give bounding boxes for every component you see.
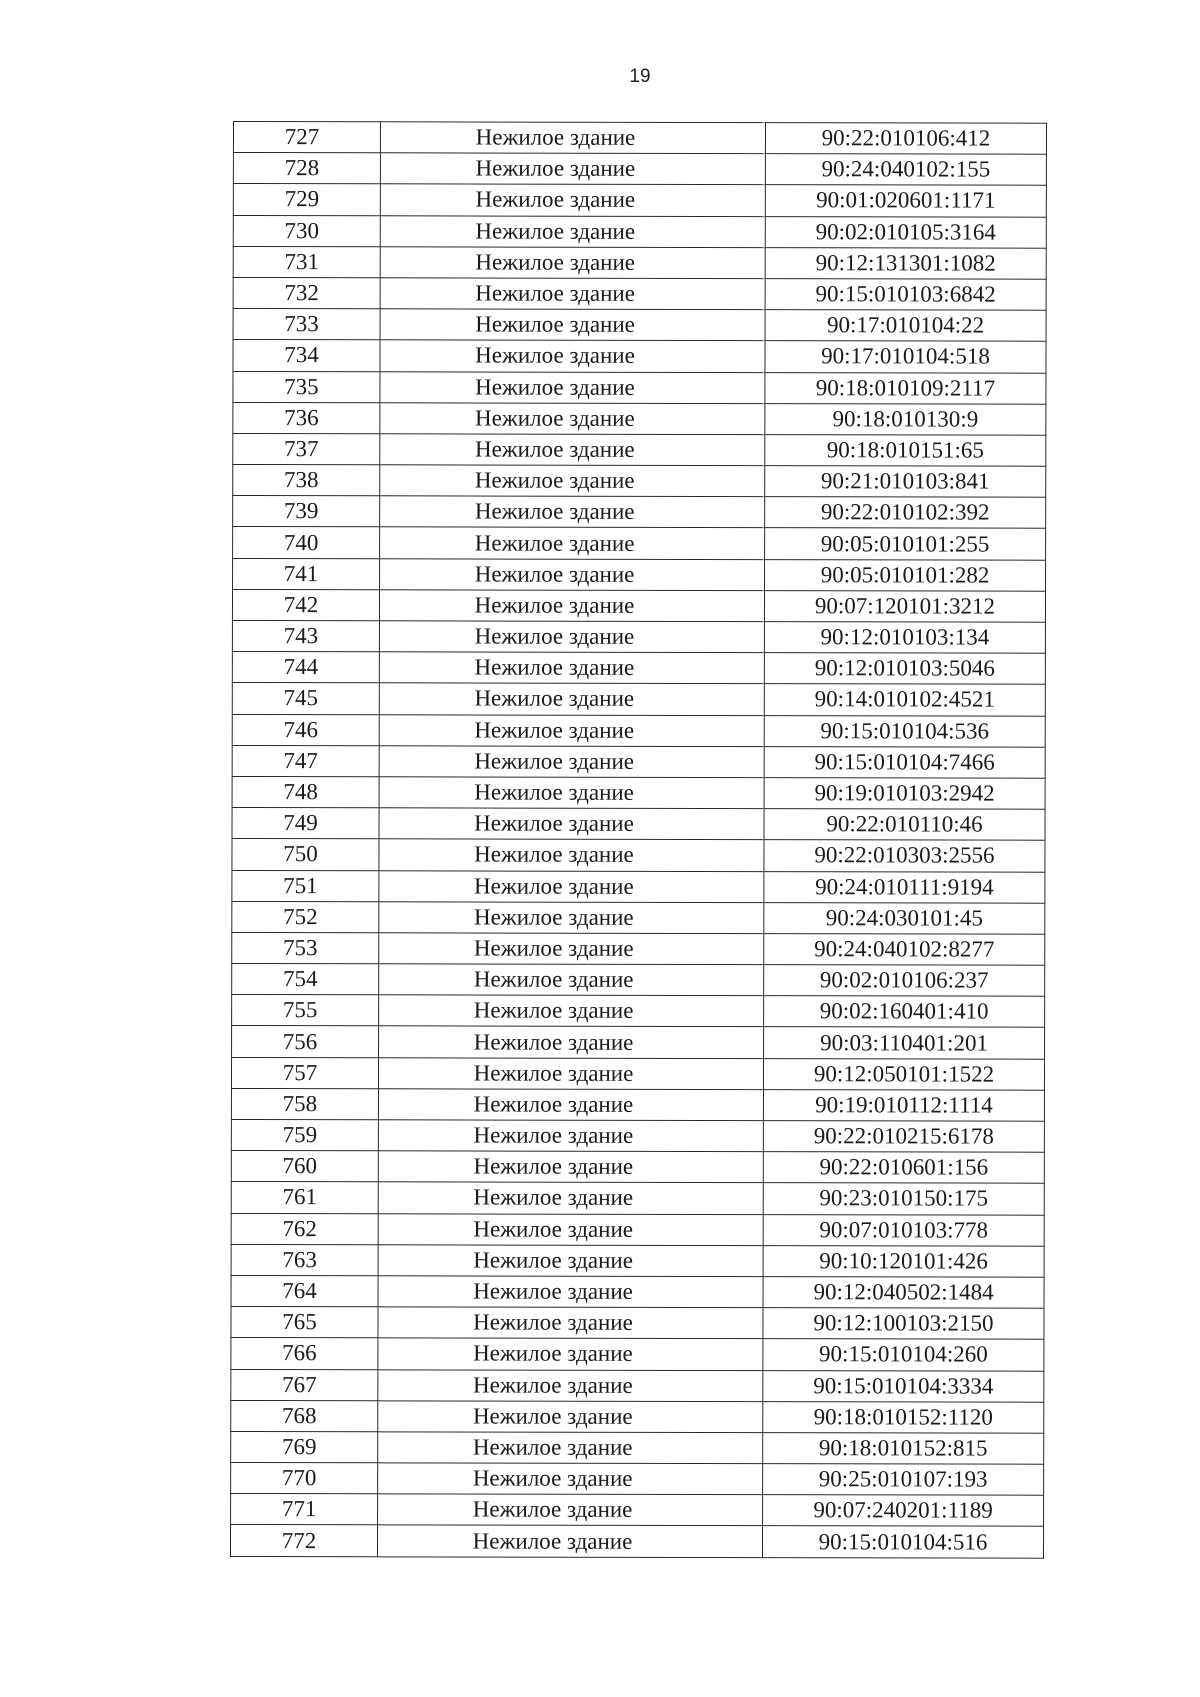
row-number-cell: 769 (231, 1431, 378, 1462)
cadastral-number-cell: 90:22:010110:46 (764, 809, 1045, 841)
row-number-cell: 771 (231, 1494, 378, 1525)
cadastral-number-cell: 90:15:010103:6842 (765, 279, 1046, 311)
registry-table (230, 121, 1047, 1558)
row-number-cell: 750 (232, 839, 379, 870)
cadastral-number-cell: 90:15:010104:260 (763, 1339, 1044, 1371)
object-type-cell: Нежилое здание (379, 746, 764, 778)
cadastral-number-cell: 90:03:110401:201 (764, 1027, 1045, 1059)
row-number-cell: 755 (232, 995, 379, 1026)
row-number-cell: 756 (232, 1026, 379, 1057)
cadastral-number-cell: 90:24:040102:155 (765, 154, 1046, 186)
table-row (233, 465, 1046, 498)
table-row (232, 901, 1045, 934)
table-row (231, 1088, 1044, 1121)
cadastral-number-cell: 90:24:010111:9194 (764, 871, 1045, 903)
row-number-cell: 741 (233, 558, 380, 589)
object-type-cell: Нежилое здание (378, 1057, 763, 1089)
object-type-cell: Нежилое здание (379, 995, 764, 1027)
cadastral-number-cell: 90:18:010109:2117 (765, 372, 1046, 404)
cadastral-number-cell: 90:05:010101:255 (765, 528, 1046, 560)
table-row (233, 122, 1046, 155)
object-type-cell: Нежилое здание (380, 527, 765, 559)
object-type-cell: Нежилое здание (380, 122, 765, 154)
cadastral-number-cell: 90:10:120101:426 (763, 1245, 1044, 1277)
object-type-cell: Нежилое здание (379, 808, 764, 840)
cadastral-number-cell: 90:21:010103:841 (765, 466, 1046, 498)
cadastral-number-cell: 90:22:010601:156 (763, 1152, 1044, 1184)
row-number-cell: 749 (232, 808, 379, 839)
row-number-cell: 740 (233, 527, 380, 558)
object-type-cell: Нежилое здание (378, 1089, 763, 1121)
cadastral-number-cell: 90:23:010150:175 (763, 1183, 1044, 1215)
table-row (232, 776, 1045, 809)
object-type-cell: Нежилое здание (378, 1182, 763, 1214)
cadastral-number-cell: 90:12:010103:5046 (764, 653, 1045, 685)
row-number-cell: 734 (233, 340, 380, 371)
row-number-cell: 735 (233, 371, 380, 402)
object-type-cell: Нежилое здание (378, 1369, 763, 1401)
row-number-cell: 757 (231, 1057, 378, 1088)
cadastral-number-cell: 90:19:010112:1114 (763, 1089, 1044, 1121)
cadastral-number-cell: 90:12:100103:2150 (763, 1308, 1044, 1340)
table-row (233, 153, 1046, 186)
row-number-cell: 746 (232, 714, 379, 745)
cadastral-number-cell: 90:19:010103:2942 (764, 778, 1045, 810)
table-row (231, 1307, 1044, 1340)
table-row (232, 683, 1045, 716)
cadastral-number-cell: 90:15:010104:7466 (764, 746, 1045, 778)
row-number-cell: 751 (232, 870, 379, 901)
table-row (232, 1026, 1045, 1059)
object-type-cell: Нежилое здание (378, 1151, 763, 1183)
table-row (232, 808, 1045, 841)
object-type-cell: Нежилое здание (378, 1432, 763, 1464)
row-number-cell: 762 (231, 1213, 378, 1244)
object-type-cell: Нежилое здание (380, 309, 765, 341)
row-number-cell: 727 (233, 122, 380, 153)
table-row (231, 1275, 1044, 1308)
cadastral-number-cell: 90:22:010303:2556 (764, 840, 1045, 872)
cadastral-number-cell: 90:05:010101:282 (765, 559, 1046, 591)
row-number-cell: 736 (233, 402, 380, 433)
table-row (231, 1244, 1044, 1277)
cadastral-number-cell: 90:18:010130:9 (765, 403, 1046, 435)
cadastral-number-cell: 90:18:010152:815 (763, 1432, 1044, 1464)
table-row (232, 620, 1045, 653)
object-type-cell: Нежилое здание (380, 247, 765, 279)
cadastral-number-cell: 90:22:010215:6178 (763, 1121, 1044, 1153)
cadastral-number-cell: 90:15:010104:516 (762, 1526, 1043, 1558)
object-type-cell: Нежилое здание (379, 933, 764, 965)
object-type-cell: Нежилое здание (379, 777, 764, 809)
table-row (233, 496, 1046, 529)
cadastral-number-cell: 90:02:010105:3164 (765, 216, 1046, 248)
table-row (233, 309, 1046, 342)
row-number-cell: 728 (233, 153, 380, 184)
cadastral-number-cell: 90:12:010103:134 (764, 622, 1045, 654)
object-type-cell: Нежилое здание (380, 278, 765, 310)
table-row (233, 371, 1046, 404)
table-row (231, 1119, 1044, 1152)
cadastral-number-cell: 90:12:131301:1082 (765, 247, 1046, 279)
object-type-cell: Нежилое здание (378, 1338, 763, 1370)
table-row (233, 184, 1046, 217)
object-type-cell: Нежилое здание (380, 153, 765, 185)
table-row (232, 839, 1045, 872)
page-number: 19 (629, 66, 651, 87)
row-number-cell: 758 (231, 1088, 378, 1119)
object-type-cell: Нежилое здание (380, 465, 765, 497)
table-row (231, 1400, 1044, 1433)
table-row (232, 589, 1045, 622)
table-row (233, 246, 1046, 279)
row-number-cell: 763 (231, 1244, 378, 1275)
object-type-cell: Нежилое здание (378, 1307, 763, 1339)
row-number-cell: 730 (233, 215, 380, 246)
table-row (231, 1213, 1044, 1246)
row-number-cell: 766 (231, 1338, 378, 1369)
cadastral-number-cell: 90:24:040102:8277 (764, 933, 1045, 965)
cadastral-number-cell: 90:14:010102:4521 (764, 684, 1045, 716)
table-row (232, 714, 1045, 747)
cadastral-number-cell: 90:07:010103:778 (763, 1214, 1044, 1246)
cadastral-number-cell: 90:07:240201:1189 (763, 1495, 1044, 1527)
table-row (232, 995, 1045, 1028)
row-number-cell: 743 (232, 620, 379, 651)
object-type-cell: Нежилое здание (379, 839, 764, 871)
table-row (231, 1182, 1044, 1215)
cadastral-number-cell: 90:22:010106:412 (765, 123, 1046, 155)
object-type-cell: Нежилое здание (379, 621, 764, 653)
row-number-cell: 760 (231, 1151, 378, 1182)
object-type-cell: Нежилое здание (378, 1276, 763, 1308)
cadastral-number-cell: 90:07:120101:3212 (764, 590, 1045, 622)
table-row (231, 1463, 1044, 1496)
object-type-cell: Нежилое здание (379, 870, 764, 902)
registry-table-body (230, 122, 1046, 1558)
object-type-cell: Нежилое здание (378, 1463, 763, 1495)
row-number-cell: 739 (233, 496, 380, 527)
cadastral-number-cell: 90:24:030101:45 (764, 902, 1045, 934)
cadastral-number-cell: 90:18:010152:1120 (763, 1401, 1044, 1433)
cadastral-number-cell: 90:15:010104:536 (764, 715, 1045, 747)
row-number-cell: 729 (233, 184, 380, 215)
table-row (233, 433, 1046, 466)
cadastral-number-cell: 90:12:050101:1522 (763, 1058, 1044, 1090)
cadastral-number-cell: 90:12:040502:1484 (763, 1277, 1044, 1309)
cadastral-number-cell: 90:22:010102:392 (765, 497, 1046, 529)
object-type-cell: Нежилое здание (379, 1026, 764, 1058)
object-type-cell: Нежилое здание (379, 964, 764, 996)
row-number-cell: 745 (232, 683, 379, 714)
object-type-cell: Нежилое здание (378, 1400, 763, 1432)
table-row (232, 932, 1045, 965)
table-row (232, 652, 1045, 685)
object-type-cell: Нежилое здание (380, 215, 765, 247)
table-row (231, 1431, 1044, 1464)
row-number-cell: 761 (231, 1182, 378, 1213)
object-type-cell: Нежилое здание (379, 590, 764, 622)
row-number-cell: 732 (233, 277, 380, 308)
table-row (231, 1494, 1044, 1527)
table-row (230, 1525, 1043, 1558)
row-number-cell: 765 (231, 1307, 378, 1338)
table-row (233, 215, 1046, 248)
object-type-cell: Нежилое здание (380, 340, 765, 372)
cadastral-number-cell: 90:17:010104:518 (765, 341, 1046, 373)
cadastral-number-cell: 90:25:010107:193 (763, 1464, 1044, 1496)
row-number-cell: 738 (233, 465, 380, 496)
table-row (231, 1057, 1044, 1090)
row-number-cell: 767 (231, 1369, 378, 1400)
row-number-cell: 764 (231, 1275, 378, 1306)
row-number-cell: 759 (231, 1119, 378, 1150)
object-type-cell: Нежилое здание (380, 496, 765, 528)
table-row (233, 527, 1046, 560)
row-number-cell: 737 (233, 433, 380, 464)
row-number-cell: 744 (232, 652, 379, 683)
table-row (233, 402, 1046, 435)
object-type-cell: Нежилое здание (377, 1525, 762, 1557)
object-type-cell: Нежилое здание (380, 434, 765, 466)
object-type-cell: Нежилое здание (379, 683, 764, 715)
object-type-cell: Нежилое здание (380, 371, 765, 403)
row-number-cell: 770 (231, 1463, 378, 1494)
object-type-cell: Нежилое здание (379, 901, 764, 933)
table-row (231, 1369, 1044, 1402)
object-type-cell: Нежилое здание (378, 1120, 763, 1152)
cadastral-number-cell: 90:01:020601:1171 (765, 185, 1046, 217)
object-type-cell: Нежилое здание (380, 558, 765, 590)
row-number-cell: 733 (233, 309, 380, 340)
registry-table-container (230, 121, 1046, 1558)
row-number-cell: 747 (232, 745, 379, 776)
cadastral-number-cell: 90:02:010106:237 (764, 965, 1045, 997)
row-number-cell: 742 (232, 589, 379, 620)
table-row (232, 964, 1045, 997)
object-type-cell: Нежилое здание (378, 1245, 763, 1277)
row-number-cell: 772 (230, 1525, 377, 1556)
row-number-cell: 754 (232, 964, 379, 995)
cadastral-number-cell: 90:15:010104:3334 (763, 1370, 1044, 1402)
object-type-cell: Нежилое здание (380, 184, 765, 216)
object-type-cell: Нежилое здание (379, 714, 764, 746)
table-row (231, 1338, 1044, 1371)
table-row (233, 558, 1046, 591)
table-row (232, 870, 1045, 903)
table-row (233, 340, 1046, 373)
object-type-cell: Нежилое здание (378, 1213, 763, 1245)
row-number-cell: 748 (232, 776, 379, 807)
cadastral-number-cell: 90:18:010151:65 (765, 434, 1046, 466)
object-type-cell: Нежилое здание (379, 652, 764, 684)
object-type-cell: Нежилое здание (378, 1494, 763, 1526)
cadastral-number-cell: 90:17:010104:22 (765, 310, 1046, 342)
table-row (231, 1151, 1044, 1184)
row-number-cell: 752 (232, 901, 379, 932)
row-number-cell: 768 (231, 1400, 378, 1431)
row-number-cell: 753 (232, 932, 379, 963)
table-row (233, 277, 1046, 310)
cadastral-number-cell: 90:02:160401:410 (764, 996, 1045, 1028)
row-number-cell: 731 (233, 246, 380, 277)
table-row (232, 745, 1045, 778)
object-type-cell: Нежилое здание (380, 402, 765, 434)
